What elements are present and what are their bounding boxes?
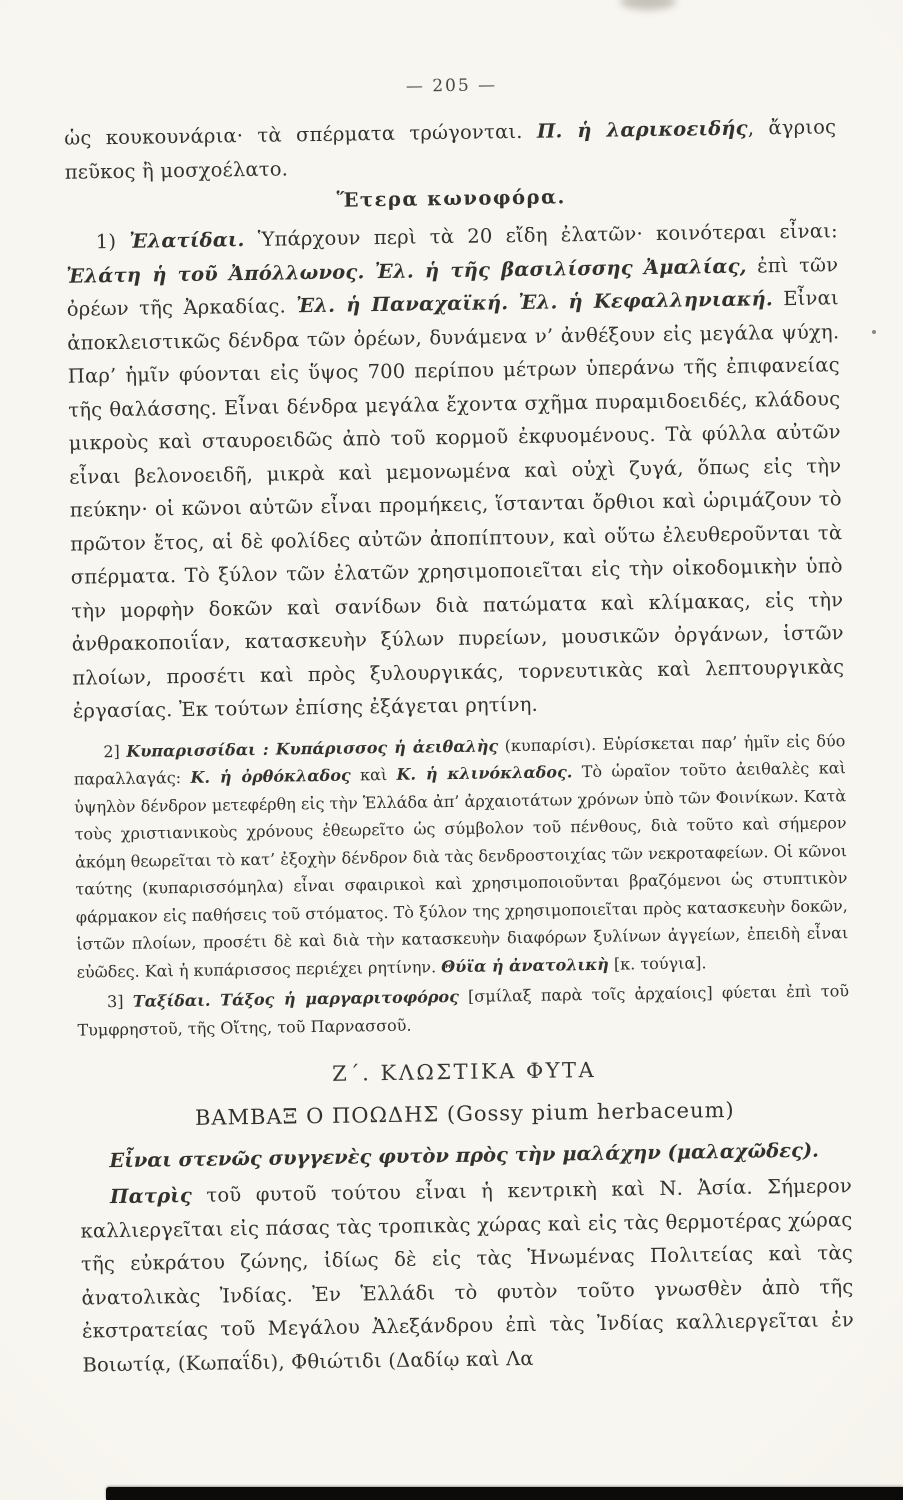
scan-speck bbox=[872, 330, 876, 334]
mallow-kinship-line: Εἶναι στενῶς συγγενὲς φυτὸν πρὸς τὴν μαλάχην (μαλαχῶδες). bbox=[109, 1138, 820, 1173]
conifers-heading: Ἕτερα κωνοφόρα. bbox=[336, 185, 566, 212]
page-content bbox=[64, 110, 855, 1381]
scan-smudge bbox=[620, 0, 676, 10]
scan-edge-bar bbox=[106, 1487, 903, 1500]
patris-paragraph: Πατρὶς τοῦ φυτοῦ τούτου εἶναι ἡ κεντρικὴ καὶ Ν. Ἀσία. Σήμερον καλλιεργεῖται εἰς πάσας τὰς τροπικὰς χώρας καὶ εἰς τὰς θερμοτέρας χώρας τῆς εὐκράτου ζώνης, ἰδίως δὲ εἰς τὰς Ἡνωμένας Πολιτείας καὶ τὰς ἀνατολικὰς Ἰνδίας. Ἐν Ἑλλάδι τὸ φυτὸν τοῦτο γνωσθὲν ἀπὸ τῆς ἐκστρατείας τοῦ Μεγάλου Ἀλεξάνδρου ἐπὶ τὰς Ἰνδίας καλλιεργεῖται ἐν Βοιωτίᾳ, (Κωπαΐδι), Φθιώτιδι (Δαδίῳ καὶ Λα bbox=[80, 1174, 855, 1377]
intro-paragraph: ὡς κουκουνάρια· τὰ σπέρματα τρώγονται. Π. ἡ λαρικοειδής, ἄγριος πεῦκος ἢ μοσχοέλατο. bbox=[64, 115, 837, 184]
klostika-section-heading: Ζ΄. ΚΛΩΣΤΙΚΑ ΦΥΤΑ bbox=[331, 1057, 597, 1086]
kyparissidai-paragraph: 2] Κυπαρισσίδαι : Κυπάρισσος ἡ ἀειθαλὴς (κυπαρίσι). Εὑρίσκεται παρ’ ἡμῖν εἰς δύο παραλλαγάς: Κ. ἡ ὀρθόκλαδος καὶ Κ. ἡ κλινόκλαδος. Τὸ ὡραῖον τοῦτο ἀειθαλὲς καὶ ὑψηλὸν δένδρον μετεφέρθη εἰς τὴν Ἑλλάδα ἀπ’ ἀρχαιοτάτων χρόνων ὑπὸ τῶν Φοινίκων. Κατὰ τοὺς χριστιανικοὺς χρόνους ἐθεωρεῖτο ὡς σύμβολον τοῦ πένθους, διὰ τοῦτο καὶ σήμερον ἀκόμη θεωρεῖται τὸ κατ’ ἐξοχὴν δένδρον διὰ τὰς δενδροστοιχίας τῶν νεκροταφείων. Οἱ κῶνοι ταύτης (κυπαρισσόμηλα) εἶναι σφαιρικοὶ καὶ χρησιμοποιοῦνται βραζόμενοι ὡς στυπτικὸν φάρμακον εἰς παθήσεις τοῦ στόματος. Τὸ ξύλον της χρησιμοποιεῖται πρὸς κατασκευὴν δοκῶν, ἱστῶν πλοίων, προσέτι δὲ καὶ διὰ τὴν κατασκευὴν διαφόρων ξυλίνων ἀγγείων, ἐπειδὴ εἶναι εὐῶδες. Καὶ ἡ κυπάρισσος περιέχει ρητίνην. Θύϊα ἡ ἀνατολικὴ [κ. τούγια]. bbox=[73, 730, 849, 982]
taxidai-paragraph: 3] Ταξίδαι. Τάξος ἡ μαργαριτοφόρος [σμίλαξ παρὰ τοῖς ἀρχαίοις] φύεται ἐπὶ τοῦ Τυμφρηστοῦ, τῆς Οἴτης, τοῦ Παρνασσοῦ. bbox=[77, 981, 850, 1040]
elatidai-paragraph: 1) Ἐλατίδαι. Ὑπάρχουν περὶ τὰ 20 εἴδη ἐλατῶν· κοινότεραι εἶναι: Ἐλάτη ἡ τοῦ Ἀπόλλωνος. Ἐλ. ἡ τῆς βασιλίσσης Ἀμαλίας, ἐπὶ τῶν ὀρέων τῆς Ἀρκαδίας. Ἐλ. ἡ Παναχαϊκή. Ἐλ. ἡ Κεφαλληνιακή. Εἶναι ἀποκλειστικῶς δένδρα τῶν ὀρέων, δυνάμενα ν’ ἀνθέξουν εἰς μεγάλα ψύχη. Παρ’ ἡμῖν φύονται εἰς ὕψος 700 περίπου μέτρων ὑπεράνω τῆς ἐπιφανείας τῆς θαλάσσης. Εἶναι δένδρα μεγάλα ἔχοντα σχῆμα πυραμιδοειδές, κλάδους μικροὺς καὶ σταυροειδῶς ἀπὸ τοῦ κορμοῦ ἐκφυομένους. Τὰ φύλλα αὐτῶν εἶναι βελονοειδῆ, μικρὰ καὶ μεμονωμένα καὶ οὐχὶ ζυγά, ὅπως εἰς τὴν πεύκην· οἱ κῶνοι αὐτῶν εἶναι προμήκεις, ἵστανται ὄρθιοι καὶ ὡριμάζουν τὸ πρῶτον ἔτος, αἱ δὲ φολίδες αὐτῶν ἀποπίπτουν, καὶ οὕτω ἐλευθεροῦνται τὰ σπέρματα. Τὸ ξύλον τῶν ἐλατῶν χρησιμοποιεῖται εἰς τὴν οἰκοδομικὴν ὑπὸ τὴν μορφὴν δοκῶν καὶ σανίδων διὰ πατώματα καὶ κλίμακας, εἰς τὴν ἀνθρακοποιΐαν, κατασκευὴν ξύλων πυρείων, μουσικῶν ὀργάνων, ἱστῶν πλοίων, προσέτι καὶ πρὸς ξυλουργικάς, τορνευτικὰς καὶ λεπτουργικὰς ἐργασίας. Ἐκ τούτων ἐπίσης ἐξάγεται ρητίνη. bbox=[66, 219, 845, 723]
vamvax-heading: ΒΑΜΒΑΞ Ο ΠΟΩΔΗΣ (Gossy pium herbaceum) bbox=[194, 1097, 735, 1130]
page-number: — 205 — bbox=[405, 75, 498, 97]
